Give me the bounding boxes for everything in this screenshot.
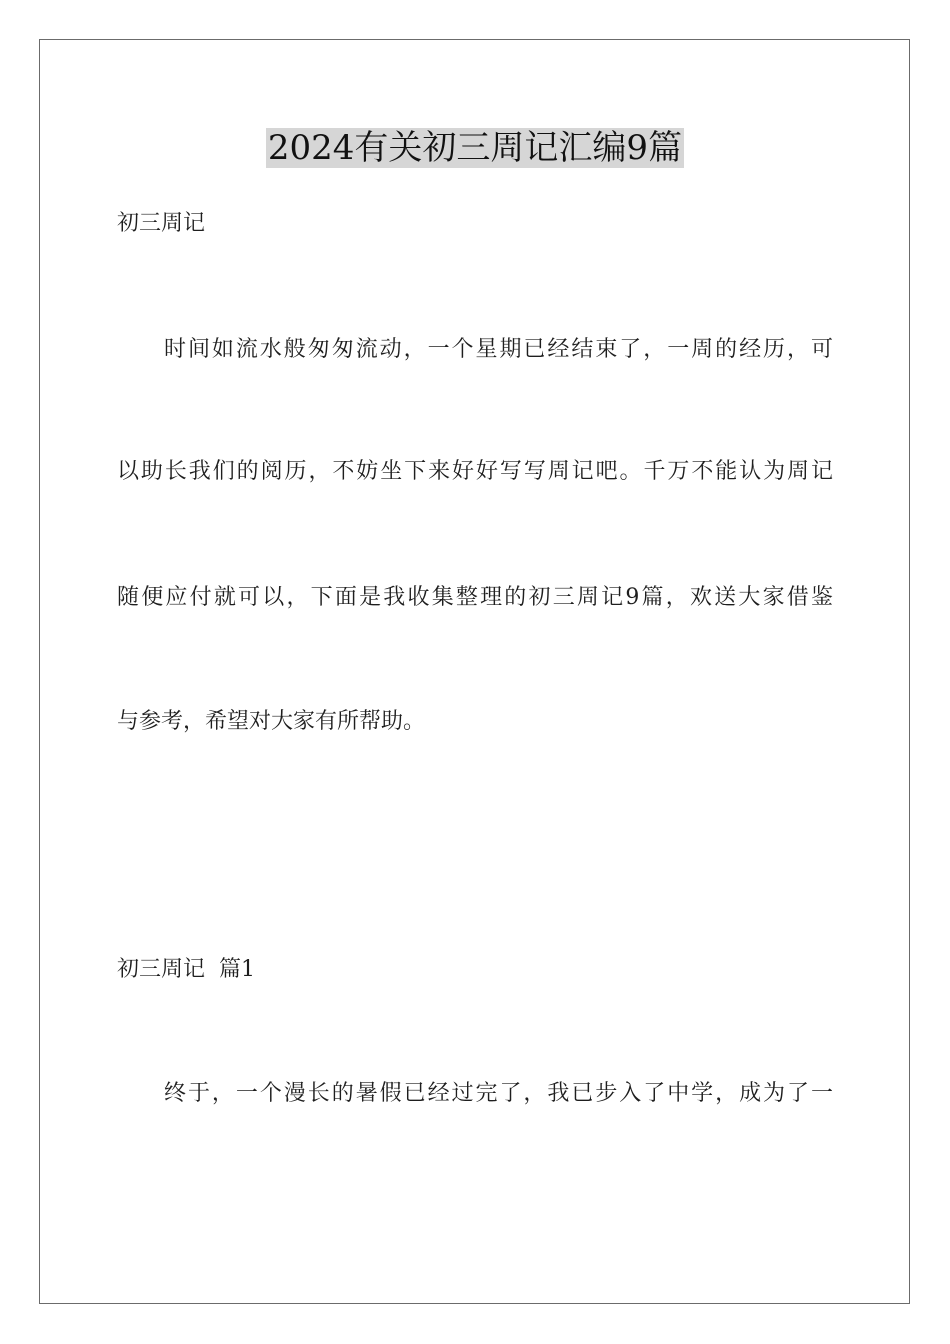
section-heading: 初三周记 篇1 xyxy=(117,957,255,982)
intro-heading: 初三周记 xyxy=(117,211,206,236)
intro-paragraph-line: 随便应付就可以，下面是我收集整理的初三周记9篇，欢送大家借鉴 xyxy=(117,585,833,610)
intro-paragraph-line: 与参考，希望对大家有所帮助。 xyxy=(117,709,426,734)
intro-paragraph-line: 时间如流水般匆匆流动，一个星期已经结束了，一周的经历，可 xyxy=(164,337,833,362)
section-paragraph-line: 终于，一个漫长的暑假已经过完了，我已步入了中学，成为了一 xyxy=(164,1081,833,1106)
document-title: 2024有关初三周记汇编9篇 xyxy=(267,128,683,168)
title-container xyxy=(0,128,950,168)
intro-paragraph-line: 以助长我们的阅历，不妨坐下来好好写写周记吧。千万不能认为周记 xyxy=(117,459,833,484)
